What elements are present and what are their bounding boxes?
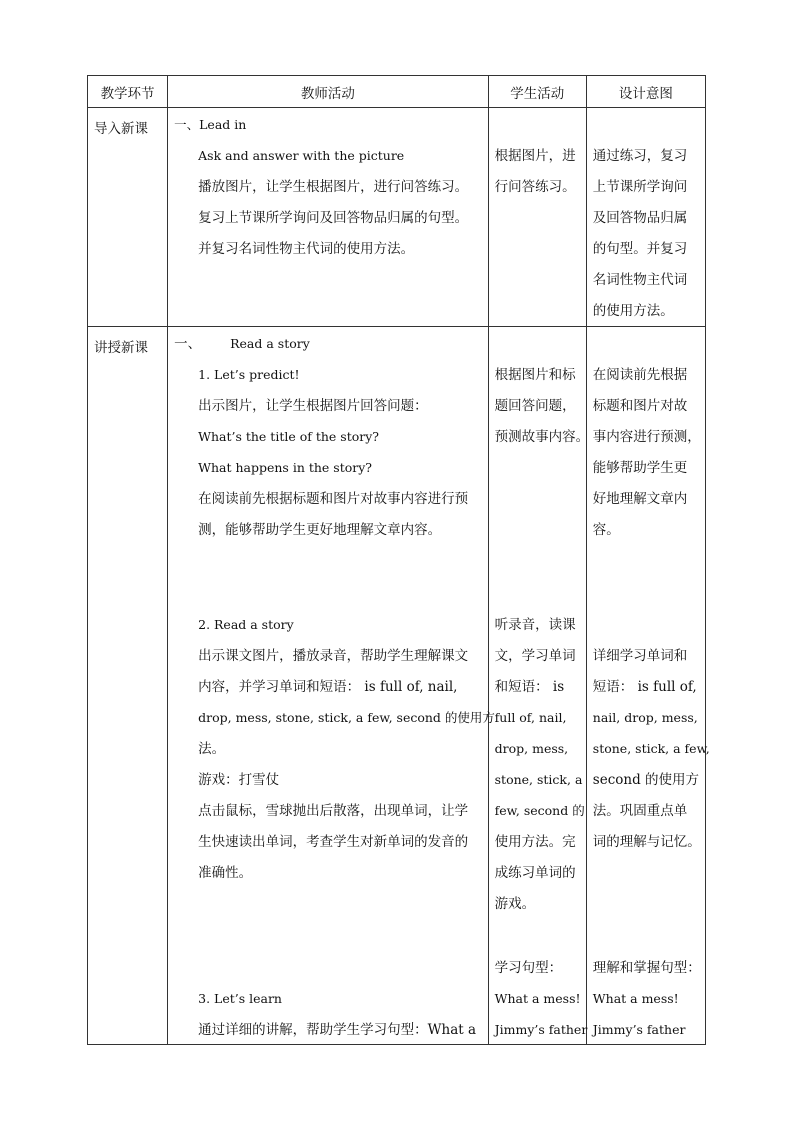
student-activity-cell	[488, 327, 590, 1045]
intent-line: nail, drop, mess,	[592, 710, 698, 725]
student-line: few, second 的	[494, 803, 585, 818]
intent-line: 理解和掌握句型：	[592, 960, 701, 976]
intent-line: 在阅读前先根据	[592, 367, 688, 383]
intent-line: 的句型。并复习	[592, 241, 688, 257]
teacher-line: 生快速读出单词，考查学生对新单词的发音的	[198, 834, 469, 850]
intent-line: 标题和图片对故	[592, 398, 688, 414]
student-activity-cell	[488, 108, 586, 327]
stage-cell	[88, 108, 168, 327]
student-line: What a mess!	[494, 991, 581, 1006]
stage-label: 讲授新课	[94, 340, 148, 356]
teacher-line: 并复习名词性物主代词的使用方法。	[198, 241, 415, 257]
student-line: 行问答练习。	[494, 179, 576, 195]
intent-line: 词的理解与记忆。	[592, 834, 701, 850]
student-line: 学习句型：	[494, 960, 563, 976]
intent-line: 名词性物主代词	[592, 272, 688, 288]
student-line: 题回答问题，	[494, 398, 576, 414]
teacher-activity-cell	[168, 327, 495, 1045]
header-teacher-activity: 教师活动	[168, 76, 489, 108]
intent-line: 法。巩固重点单	[592, 803, 688, 819]
part-title: 3. Let’s learn	[198, 991, 282, 1006]
table-row-new-lesson	[88, 327, 706, 1045]
section-heading: 一、Lead in	[174, 117, 247, 132]
intent-line: What a mess!	[592, 991, 679, 1006]
part-title: 2. Read a story	[198, 617, 294, 632]
intent-line: 短语： is full of,	[592, 679, 697, 695]
student-line: 预测故事内容。	[494, 429, 590, 445]
teacher-line: drop, mess, stone, stick, a few, second 的使用方	[198, 710, 495, 725]
teacher-line: 准确性。	[198, 865, 253, 881]
teacher-line: 内容，并学习单词和短语： is full of, nail,	[198, 679, 458, 695]
student-line: Jimmy’s father	[494, 1022, 588, 1037]
stage-cell	[88, 327, 168, 1045]
intent-line: stone, stick, a few,	[592, 741, 710, 756]
student-line: 游戏。	[494, 896, 536, 912]
teacher-line: 测，能够帮助学生更好地理解文章内容。	[198, 522, 442, 538]
table-row-lead-in	[88, 108, 706, 327]
teacher-line: 点击鼠标，雪球抛出后散落，出现单词，让学	[198, 803, 469, 819]
design-intent-cell	[586, 327, 710, 1045]
student-line: drop, mess,	[494, 741, 569, 756]
teacher-line: 游戏：打雪仗	[198, 772, 280, 788]
part-title: 1. Let’s predict!	[198, 367, 300, 382]
teacher-line: 播放图片，让学生根据图片，进行问答练习。	[198, 179, 469, 195]
intent-line: 详细学习单词和	[592, 648, 688, 664]
student-line: 文，学习单词	[494, 648, 576, 664]
intent-line: Jimmy’s father	[592, 1022, 686, 1037]
teacher-line: Ask and answer with the picture	[198, 148, 405, 163]
intent-line: 能够帮助学生更	[592, 460, 688, 476]
teacher-line: 出示课文图片，播放录音，帮助学生理解课文	[198, 648, 469, 664]
header-design-intent: 设计意图	[586, 76, 705, 108]
teacher-activity-cell	[168, 108, 489, 327]
intent-line: 事内容进行预测，	[592, 429, 701, 445]
intent-line: 上节课所学询问	[592, 179, 688, 195]
student-line: 使用方法。完	[494, 834, 576, 850]
header-stage: 教学环节	[88, 76, 168, 108]
teacher-line: 出示图片，让学生根据图片回答问题：	[198, 398, 428, 414]
student-line: 听录音，读课	[494, 617, 576, 633]
student-line: 和短语： is	[494, 679, 565, 695]
intent-line: 的使用方法。	[592, 303, 674, 319]
teacher-line: 通过详细的讲解，帮助学生学习句型：What a	[198, 1022, 477, 1038]
intent-line: 通过练习，复习	[592, 148, 688, 164]
intent-line: second 的使用方	[592, 772, 700, 788]
teacher-line: 在阅读前先根据标题和图片对故事内容进行预	[198, 491, 469, 507]
intent-line: 好地理解文章内	[592, 491, 688, 507]
teacher-line: What’s the title of the story?	[198, 429, 379, 444]
intent-line: 容。	[592, 522, 620, 538]
section-heading: Read a story	[230, 336, 310, 351]
table-header-row	[88, 76, 706, 108]
student-line: 根据图片，进	[494, 148, 576, 164]
student-line: 根据图片和标	[494, 367, 576, 383]
intent-line: 及回答物品归属	[592, 210, 688, 226]
header-student-activity: 学生活动	[488, 76, 586, 108]
lesson-plan-table	[87, 75, 710, 1045]
stage-label: 导入新课	[94, 121, 148, 137]
design-intent-cell	[586, 108, 705, 327]
student-line: 成练习单词的	[494, 865, 576, 881]
student-line: full of, nail,	[494, 710, 567, 725]
student-line: stone, stick, a	[494, 772, 583, 787]
teacher-line: 法。	[198, 741, 226, 757]
teacher-line: What happens in the story?	[198, 460, 372, 475]
teacher-line: 复习上节课所学询问及回答物品归属的句型。	[198, 210, 469, 226]
section-heading-number: 一、	[174, 336, 202, 352]
